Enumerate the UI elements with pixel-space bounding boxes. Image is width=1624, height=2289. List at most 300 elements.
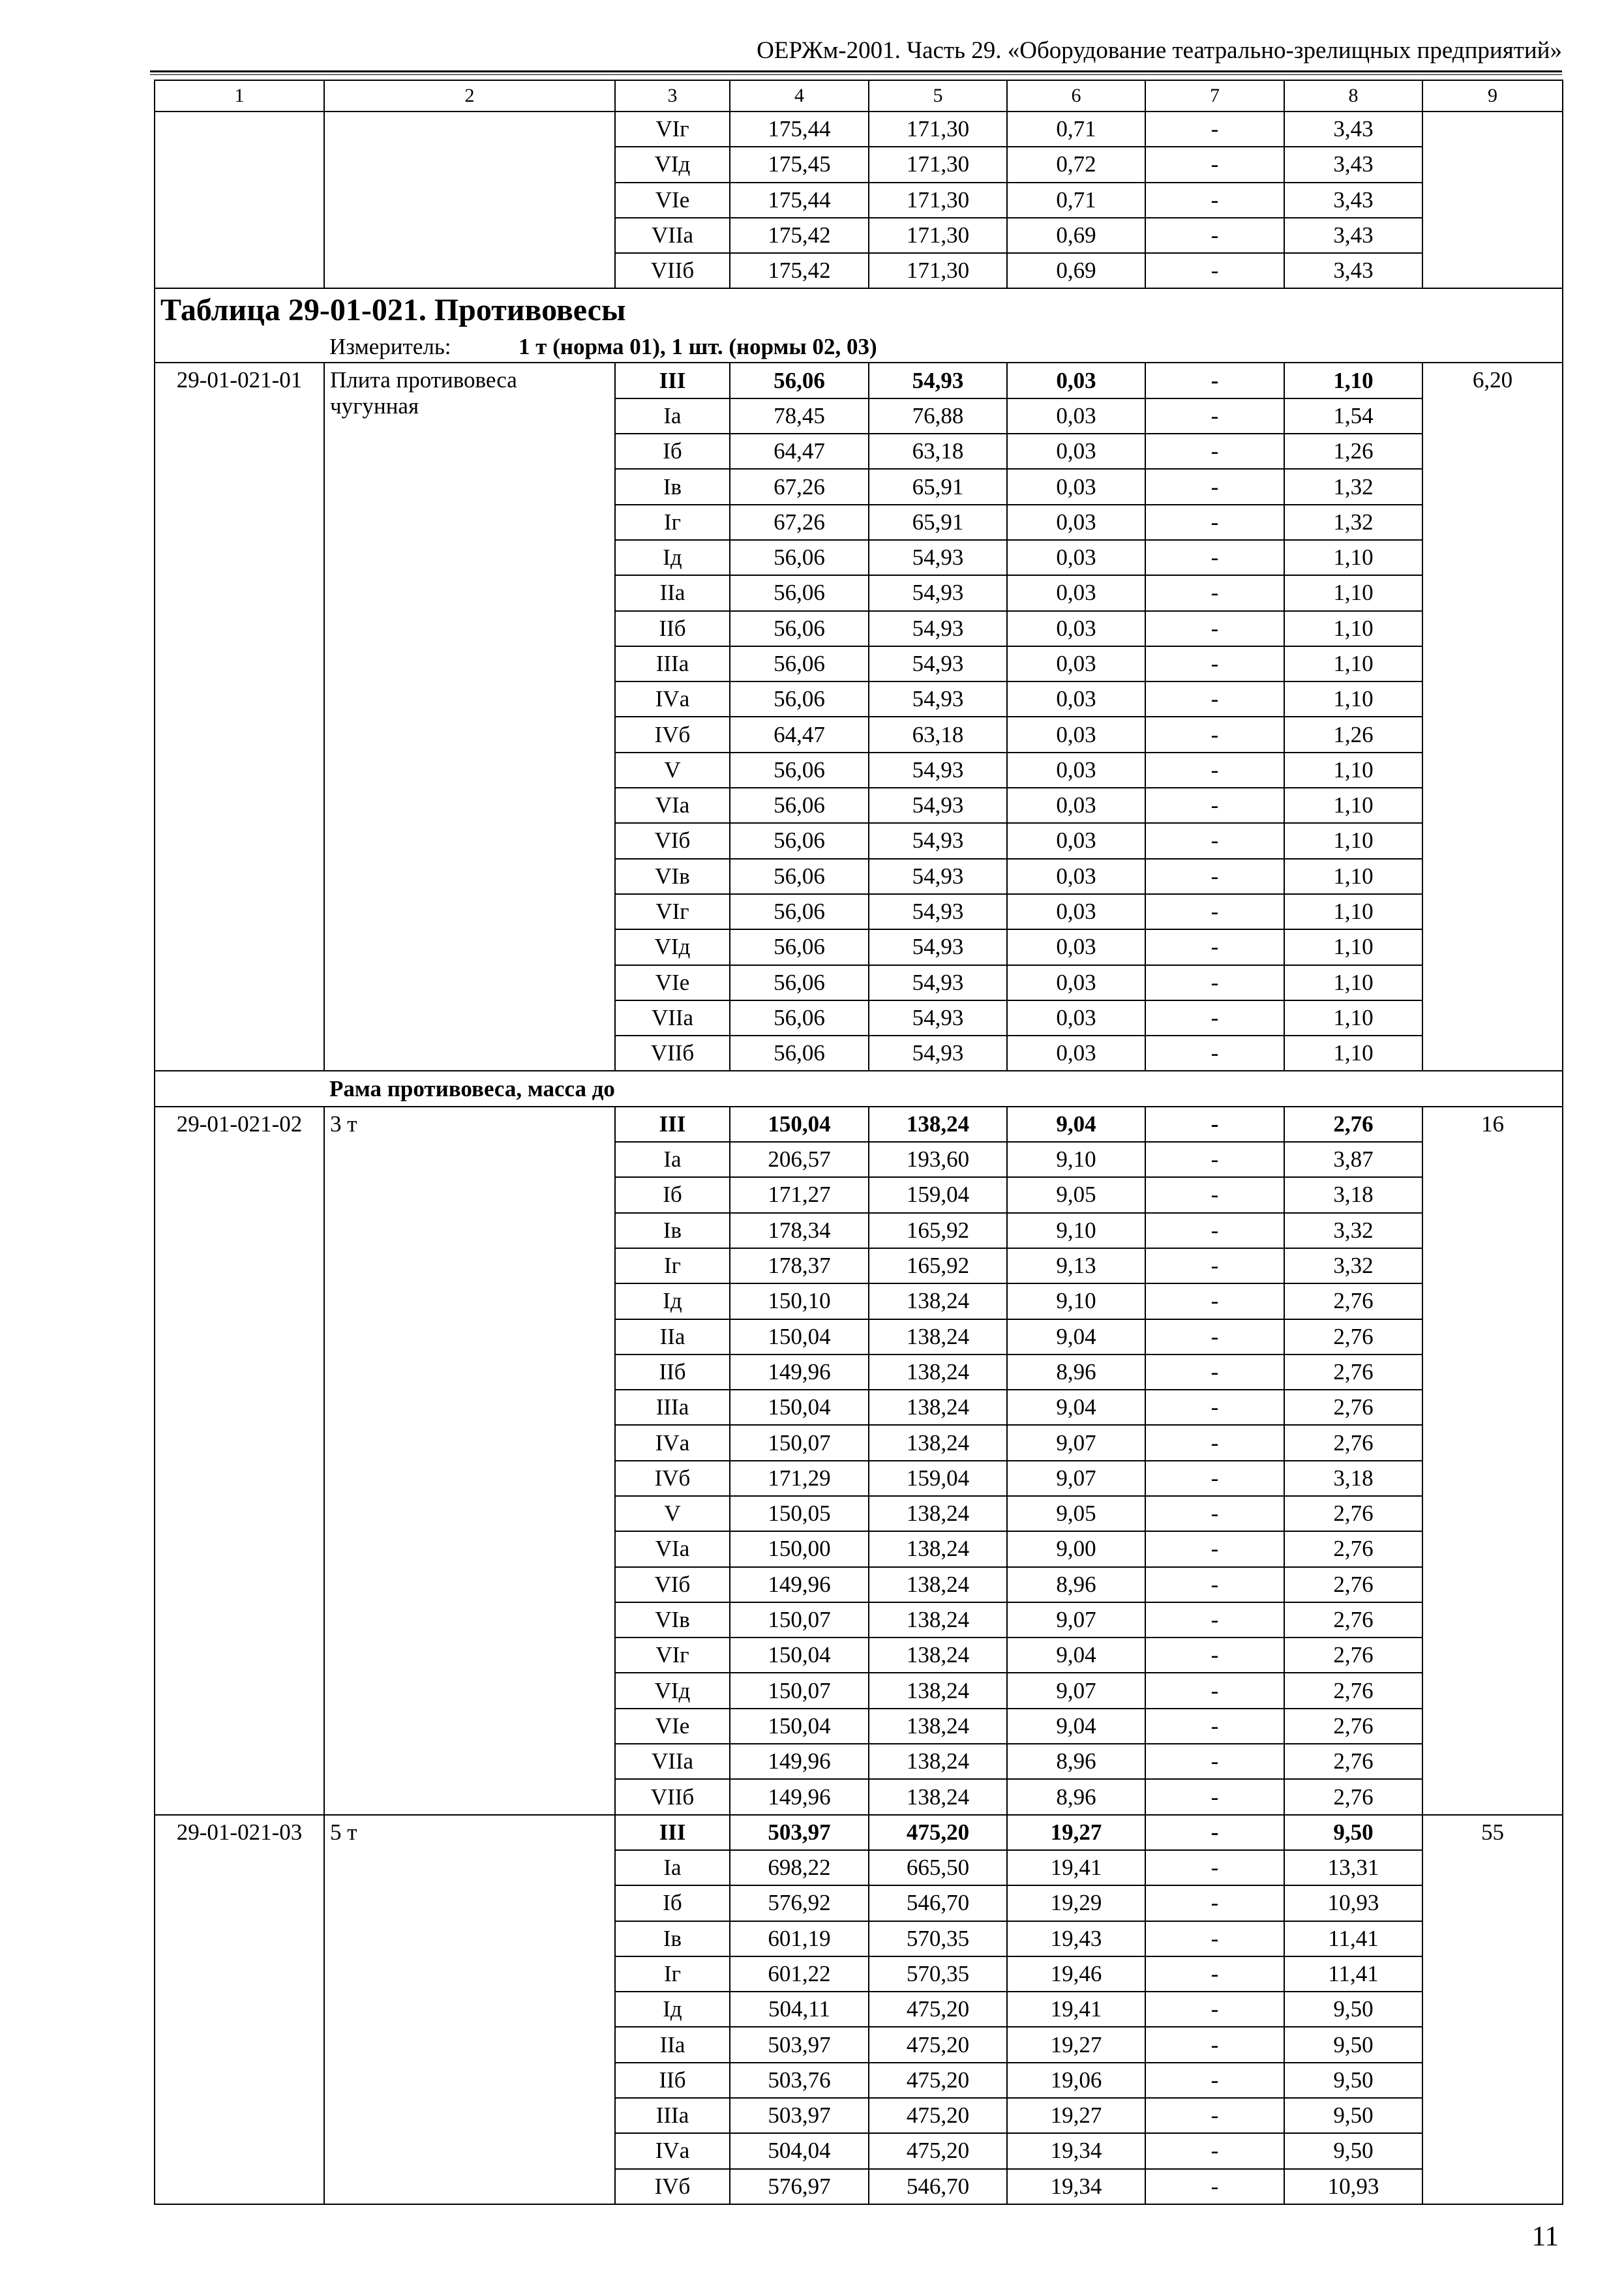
table-cell: 475,20	[869, 2098, 1007, 2133]
table-cell: 165,92	[869, 1213, 1007, 1248]
column-number: 7	[1145, 80, 1284, 112]
table-cell: 9,04	[1007, 1638, 1145, 1673]
table-cell: 1,10	[1284, 646, 1422, 681]
table-cell: 54,93	[869, 859, 1007, 894]
table-cell: 56,06	[730, 894, 869, 929]
table-cell: -	[1145, 1673, 1284, 1708]
table-cell: 1,26	[1284, 434, 1422, 469]
norm-name: 5 т	[324, 1815, 615, 2204]
table-cell: 1,10	[1284, 1000, 1422, 1036]
table-cell: -	[1145, 1390, 1284, 1425]
table-cell: 0,03	[1007, 505, 1145, 540]
table-cell: 19,06	[1007, 2063, 1145, 2098]
column-number: 9	[1422, 80, 1563, 112]
table-cell: 10,93	[1284, 1885, 1422, 1921]
table-cell: 138,24	[869, 1602, 1007, 1638]
table-cell: -	[1145, 1850, 1284, 1885]
measure-cell	[324, 332, 1563, 363]
table-cell: 150,07	[730, 1673, 869, 1708]
measure-blank	[155, 332, 324, 363]
table-cell: 9,05	[1007, 1496, 1145, 1531]
table-cell: 0,69	[1007, 253, 1145, 288]
table-cell: 19,27	[1007, 2027, 1145, 2062]
table-cell: 56,06	[730, 788, 869, 823]
table-row	[155, 112, 1563, 147]
table-cell: 1,32	[1284, 469, 1422, 504]
table-cell: 2,76	[1284, 1709, 1422, 1744]
table-cell: 1,10	[1284, 823, 1422, 858]
measure-value: 1 т (норма 01), 1 шт. (нормы 02, 03)	[519, 334, 877, 360]
table-cell: 3,43	[1284, 218, 1422, 253]
table-cell: 0,03	[1007, 965, 1145, 1000]
table-cell: 9,50	[1284, 2133, 1422, 2168]
norm-col9: 16	[1422, 1107, 1563, 1815]
subheading: Рама противовеса, масса до	[324, 1071, 1563, 1106]
table-cell: 1,32	[1284, 505, 1422, 540]
table-cell: 19,46	[1007, 1956, 1145, 1992]
table-cell: VIг	[615, 112, 730, 147]
table-cell: 1,10	[1284, 611, 1422, 646]
table-cell: 3,32	[1284, 1248, 1422, 1283]
table-cell: 1,10	[1284, 575, 1422, 610]
table-cell: 54,93	[869, 753, 1007, 788]
table-cell: 503,97	[730, 1815, 869, 1850]
table-cell: 171,30	[869, 253, 1007, 288]
table-cell: 2,76	[1284, 1602, 1422, 1638]
table-cell: 475,20	[869, 1815, 1007, 1850]
table-cell: 138,24	[869, 1638, 1007, 1673]
table-cell: VIв	[615, 859, 730, 894]
table-cell: 9,05	[1007, 1177, 1145, 1212]
table-cell: 570,35	[869, 1921, 1007, 1956]
table-cell: 171,30	[869, 183, 1007, 218]
table-cell: 149,96	[730, 1779, 869, 1814]
header-rule	[150, 70, 1562, 72]
table-cell: -	[1145, 1709, 1284, 1744]
table-cell: 150,07	[730, 1602, 869, 1638]
table-cell: -	[1145, 540, 1284, 575]
table-cell: 2,76	[1284, 1496, 1422, 1531]
table-cell: 150,00	[730, 1531, 869, 1566]
table-cell: 2,76	[1284, 1107, 1422, 1142]
table-cell: 150,10	[730, 1283, 869, 1319]
table-cell: VIIб	[615, 1779, 730, 1814]
table-cell: -	[1145, 434, 1284, 469]
table-cell: 546,70	[869, 1885, 1007, 1921]
table-cell: 504,04	[730, 2133, 869, 2168]
table-cell: 10,93	[1284, 2169, 1422, 2204]
table-row	[155, 363, 1563, 398]
table-cell: 149,96	[730, 1567, 869, 1602]
running-header: ОЕРЖм-2001. Часть 29. «Оборудование театрально-зрелищных предприятий»	[757, 37, 1562, 64]
table-cell: 19,41	[1007, 1992, 1145, 2027]
table-cell: 601,22	[730, 1956, 869, 1992]
table-row	[155, 1107, 1563, 1142]
column-number: 4	[730, 80, 869, 112]
table-cell: 1,10	[1284, 681, 1422, 717]
table-cell: -	[1145, 1319, 1284, 1354]
table-cell: -	[1145, 1992, 1284, 2027]
table-cell: VIб	[615, 823, 730, 858]
table-cell: 56,06	[730, 646, 869, 681]
table-cell: 8,96	[1007, 1744, 1145, 1779]
table-cell: IVб	[615, 717, 730, 752]
table-cell: 56,06	[730, 929, 869, 965]
table-cell: 9,50	[1284, 1992, 1422, 2027]
table-cell: -	[1145, 363, 1284, 398]
table-cell: -	[1145, 469, 1284, 504]
table-cell: 1,10	[1284, 929, 1422, 965]
table-cell: 175,45	[730, 147, 869, 182]
table-cell: 0,03	[1007, 646, 1145, 681]
table-cell: IIIа	[615, 2098, 730, 2133]
table-title: Таблица 29-01-021. Противовесы	[155, 288, 1563, 332]
table-cell: -	[1145, 1815, 1284, 1850]
table-cell: -	[1145, 1638, 1284, 1673]
table-cell: Iб	[615, 1885, 730, 1921]
table-cell: 570,35	[869, 1956, 1007, 1992]
table-cell: 503,97	[730, 2027, 869, 2062]
table-cell: 3,32	[1284, 1213, 1422, 1248]
table-cell: 56,06	[730, 753, 869, 788]
table-cell: 64,47	[730, 717, 869, 752]
table-cell: IIIа	[615, 646, 730, 681]
table-cell: -	[1145, 1000, 1284, 1036]
table-cell: III	[615, 1815, 730, 1850]
norm-code: 29-01-021-01	[155, 363, 324, 1071]
table-cell: 76,88	[869, 398, 1007, 434]
table-cell: 56,06	[730, 1000, 869, 1036]
table-cell: 9,50	[1284, 1815, 1422, 1850]
column-number: 6	[1007, 80, 1145, 112]
table-cell: 3,18	[1284, 1177, 1422, 1212]
table-cell: 8,96	[1007, 1567, 1145, 1602]
table-cell: 2,76	[1284, 1638, 1422, 1673]
table-cell: Iв	[615, 1921, 730, 1956]
table-cell: IVб	[615, 1461, 730, 1496]
table-cell: 503,76	[730, 2063, 869, 2098]
column-number: 2	[324, 80, 615, 112]
table-cell: 165,92	[869, 1248, 1007, 1283]
table-cell: IVа	[615, 681, 730, 717]
measure-label: Измеритель:	[329, 334, 451, 360]
table-cell: -	[1145, 1425, 1284, 1460]
table-cell: V	[615, 1496, 730, 1531]
table-cell: 56,06	[730, 575, 869, 610]
table-cell: 175,44	[730, 112, 869, 147]
table-cell: -	[1145, 646, 1284, 681]
table-cell: V	[615, 753, 730, 788]
table-cell: 159,04	[869, 1177, 1007, 1212]
table-cell: 9,10	[1007, 1142, 1145, 1177]
table-cell: 63,18	[869, 717, 1007, 752]
table-cell: 0,03	[1007, 823, 1145, 858]
table-cell: 2,76	[1284, 1567, 1422, 1602]
table-cell: 19,27	[1007, 2098, 1145, 2133]
table-cell: 150,04	[730, 1319, 869, 1354]
table-cell: 0,03	[1007, 575, 1145, 610]
table-cell: 0,03	[1007, 717, 1145, 752]
table-cell: VIд	[615, 147, 730, 182]
table-cell: -	[1145, 218, 1284, 253]
table-cell: 503,97	[730, 2098, 869, 2133]
table-cell: 150,04	[730, 1107, 869, 1142]
measure-row	[155, 332, 1563, 363]
table-cell: 0,71	[1007, 183, 1145, 218]
table-cell: 9,13	[1007, 1248, 1145, 1283]
table-cell: 138,24	[869, 1744, 1007, 1779]
table-cell: 56,06	[730, 363, 869, 398]
table-cell: 138,24	[869, 1673, 1007, 1708]
table-cell: 138,24	[869, 1319, 1007, 1354]
table-cell: VIе	[615, 183, 730, 218]
table-cell: 193,60	[869, 1142, 1007, 1177]
table-cell: IIб	[615, 1354, 730, 1390]
table-cell: 178,37	[730, 1248, 869, 1283]
norm-col9: 55	[1422, 1815, 1563, 2204]
table-cell: 0,03	[1007, 859, 1145, 894]
norm-name: 3 т	[324, 1107, 615, 1815]
table-cell: -	[1145, 2133, 1284, 2168]
table-cell: 9,04	[1007, 1390, 1145, 1425]
table-cell: 0,03	[1007, 929, 1145, 965]
norm-code: 29-01-021-03	[155, 1815, 324, 2204]
table-cell: 56,06	[730, 540, 869, 575]
column-number: 3	[615, 80, 730, 112]
table-cell: 3,87	[1284, 1142, 1422, 1177]
table-cell: 1,10	[1284, 859, 1422, 894]
table-cell: Iб	[615, 1177, 730, 1212]
table-cell: 65,91	[869, 505, 1007, 540]
table-cell: 475,20	[869, 1992, 1007, 2027]
table-cell: -	[1145, 611, 1284, 646]
table-cell: 576,92	[730, 1885, 869, 1921]
table-cell: 138,24	[869, 1567, 1007, 1602]
table-cell: 54,93	[869, 965, 1007, 1000]
table-cell: 56,06	[730, 681, 869, 717]
table-cell: 56,06	[730, 859, 869, 894]
table-cell: 1,10	[1284, 788, 1422, 823]
table-cell: VIIб	[615, 253, 730, 288]
table-cell: 0,03	[1007, 753, 1145, 788]
table-cell: -	[1145, 681, 1284, 717]
table-cell: Iв	[615, 1213, 730, 1248]
table-cell: 504,11	[730, 1992, 869, 2027]
table-cell: -	[1145, 1283, 1284, 1319]
table-cell: 54,93	[869, 929, 1007, 965]
table-cell: 11,41	[1284, 1921, 1422, 1956]
table-cell: 138,24	[869, 1709, 1007, 1744]
table-cell: 2,76	[1284, 1779, 1422, 1814]
table-cell: 54,93	[869, 575, 1007, 610]
table-cell: 0,03	[1007, 894, 1145, 929]
table-cell: 475,20	[869, 2063, 1007, 2098]
table-cell: 1,10	[1284, 753, 1422, 788]
table-cell: 19,43	[1007, 1921, 1145, 1956]
table-cell: 138,24	[869, 1107, 1007, 1142]
table-cell: 9,50	[1284, 2098, 1422, 2133]
table-cell: -	[1145, 1744, 1284, 1779]
table-cell: -	[1145, 112, 1284, 147]
table-cell: 56,06	[730, 611, 869, 646]
empty-name-cell	[324, 112, 615, 288]
column-number-row	[155, 80, 1563, 112]
table-cell: -	[1145, 398, 1284, 434]
table-cell: 150,04	[730, 1390, 869, 1425]
table-cell: -	[1145, 1779, 1284, 1814]
table-cell: Iб	[615, 434, 730, 469]
table-cell: VIе	[615, 1709, 730, 1744]
table-cell: -	[1145, 147, 1284, 182]
subheading-row	[155, 1071, 1563, 1106]
table-cell: 171,29	[730, 1461, 869, 1496]
table-cell: VIIб	[615, 1036, 730, 1071]
table-cell: 178,34	[730, 1213, 869, 1248]
table-cell: -	[1145, 1036, 1284, 1071]
table-cell: 546,70	[869, 2169, 1007, 2204]
table-cell: 0,71	[1007, 112, 1145, 147]
table-cell: 54,93	[869, 540, 1007, 575]
table-cell: 150,07	[730, 1425, 869, 1460]
table-cell: 138,24	[869, 1531, 1007, 1566]
table-cell: 150,05	[730, 1496, 869, 1531]
table-cell: -	[1145, 753, 1284, 788]
table-cell: 1,26	[1284, 717, 1422, 752]
table-cell: VIа	[615, 788, 730, 823]
table-cell: 0,03	[1007, 434, 1145, 469]
table-cell: 138,24	[869, 1283, 1007, 1319]
table-cell: 0,03	[1007, 363, 1145, 398]
table-cell: 175,42	[730, 253, 869, 288]
table-row	[155, 1815, 1563, 1850]
table-cell: 2,76	[1284, 1531, 1422, 1566]
table-cell: IIа	[615, 1319, 730, 1354]
norms-table	[154, 80, 1563, 2205]
column-number: 1	[155, 80, 324, 112]
table-cell: 54,93	[869, 363, 1007, 398]
table-cell: IIа	[615, 2027, 730, 2062]
table-cell: 9,00	[1007, 1531, 1145, 1566]
table-cell: Iг	[615, 1956, 730, 1992]
table-cell: 2,76	[1284, 1283, 1422, 1319]
table-cell: 665,50	[869, 1850, 1007, 1885]
page-number: 11	[1531, 2221, 1559, 2252]
table-cell: 0,03	[1007, 681, 1145, 717]
table-cell: -	[1145, 859, 1284, 894]
table-cell: 138,24	[869, 1425, 1007, 1460]
table-cell: 65,91	[869, 469, 1007, 504]
table-cell: 150,04	[730, 1638, 869, 1673]
table-cell: 9,04	[1007, 1319, 1145, 1354]
table-cell: 9,07	[1007, 1673, 1145, 1708]
table-cell: -	[1145, 575, 1284, 610]
table-cell: 2,76	[1284, 1390, 1422, 1425]
table-cell: IVа	[615, 2133, 730, 2168]
table-cell: 9,07	[1007, 1425, 1145, 1460]
table-cell: Iд	[615, 540, 730, 575]
table-cell: -	[1145, 894, 1284, 929]
table-cell: 19,34	[1007, 2133, 1145, 2168]
table-cell: VIд	[615, 929, 730, 965]
table-cell: 54,93	[869, 788, 1007, 823]
table-cell: 475,20	[869, 2133, 1007, 2168]
table-cell: III	[615, 363, 730, 398]
table-cell: 9,10	[1007, 1283, 1145, 1319]
table-cell: VIIа	[615, 218, 730, 253]
table-cell: 54,93	[869, 681, 1007, 717]
table-cell: VIIа	[615, 1000, 730, 1036]
table-cell: 9,50	[1284, 2027, 1422, 2062]
table-cell: Iг	[615, 505, 730, 540]
table-cell: 576,97	[730, 2169, 869, 2204]
table-cell: -	[1145, 1177, 1284, 1212]
table-cell: 138,24	[869, 1390, 1007, 1425]
table-cell: 9,04	[1007, 1709, 1145, 1744]
table-cell: -	[1145, 823, 1284, 858]
table-cell: 2,76	[1284, 1744, 1422, 1779]
table-cell: 206,57	[730, 1142, 869, 1177]
table-cell: 63,18	[869, 434, 1007, 469]
table-cell: VIв	[615, 1602, 730, 1638]
table-cell: 150,04	[730, 1709, 869, 1744]
table-cell: -	[1145, 183, 1284, 218]
table-cell: VIг	[615, 1638, 730, 1673]
table-cell: 0,03	[1007, 398, 1145, 434]
table-cell: 3,43	[1284, 112, 1422, 147]
table-cell: 11,41	[1284, 1956, 1422, 1992]
table-cell: Iв	[615, 469, 730, 504]
table-cell: -	[1145, 253, 1284, 288]
table-cell: 56,06	[730, 1036, 869, 1071]
table-cell: 19,29	[1007, 1885, 1145, 1921]
table-cell: 138,24	[869, 1779, 1007, 1814]
table-cell: 175,44	[730, 183, 869, 218]
table-cell: 0,72	[1007, 147, 1145, 182]
table-cell: 67,26	[730, 469, 869, 504]
table-cell: 2,76	[1284, 1354, 1422, 1390]
table-cell: -	[1145, 965, 1284, 1000]
table-cell: 0,03	[1007, 788, 1145, 823]
table-cell: -	[1145, 505, 1284, 540]
table-cell: -	[1145, 2169, 1284, 2204]
table-cell: 54,93	[869, 611, 1007, 646]
table-cell: 1,10	[1284, 540, 1422, 575]
table-cell: -	[1145, 1602, 1284, 1638]
norm-name: Плита противовеса чугунная	[324, 363, 615, 1071]
table-cell: 19,27	[1007, 1815, 1145, 1850]
table-cell: 175,42	[730, 218, 869, 253]
table-cell: -	[1145, 1461, 1284, 1496]
table-cell: 64,47	[730, 434, 869, 469]
table-cell: -	[1145, 717, 1284, 752]
table-cell: -	[1145, 929, 1284, 965]
table-cell: 171,27	[730, 1177, 869, 1212]
table-cell: 54,93	[869, 646, 1007, 681]
table-cell: Iа	[615, 398, 730, 434]
table-cell: 0,03	[1007, 1036, 1145, 1071]
table-cell: -	[1145, 2098, 1284, 2133]
table-cell: 54,93	[869, 894, 1007, 929]
table-cell: Iг	[615, 1248, 730, 1283]
norm-col9: 6,20	[1422, 363, 1563, 1071]
table-cell: -	[1145, 2063, 1284, 2098]
table-cell: 78,45	[730, 398, 869, 434]
table-cell: -	[1145, 1248, 1284, 1283]
table-cell: 3,43	[1284, 147, 1422, 182]
table-cell: IIб	[615, 611, 730, 646]
norms-table-body	[155, 80, 1563, 2204]
table-cell: -	[1145, 1531, 1284, 1566]
